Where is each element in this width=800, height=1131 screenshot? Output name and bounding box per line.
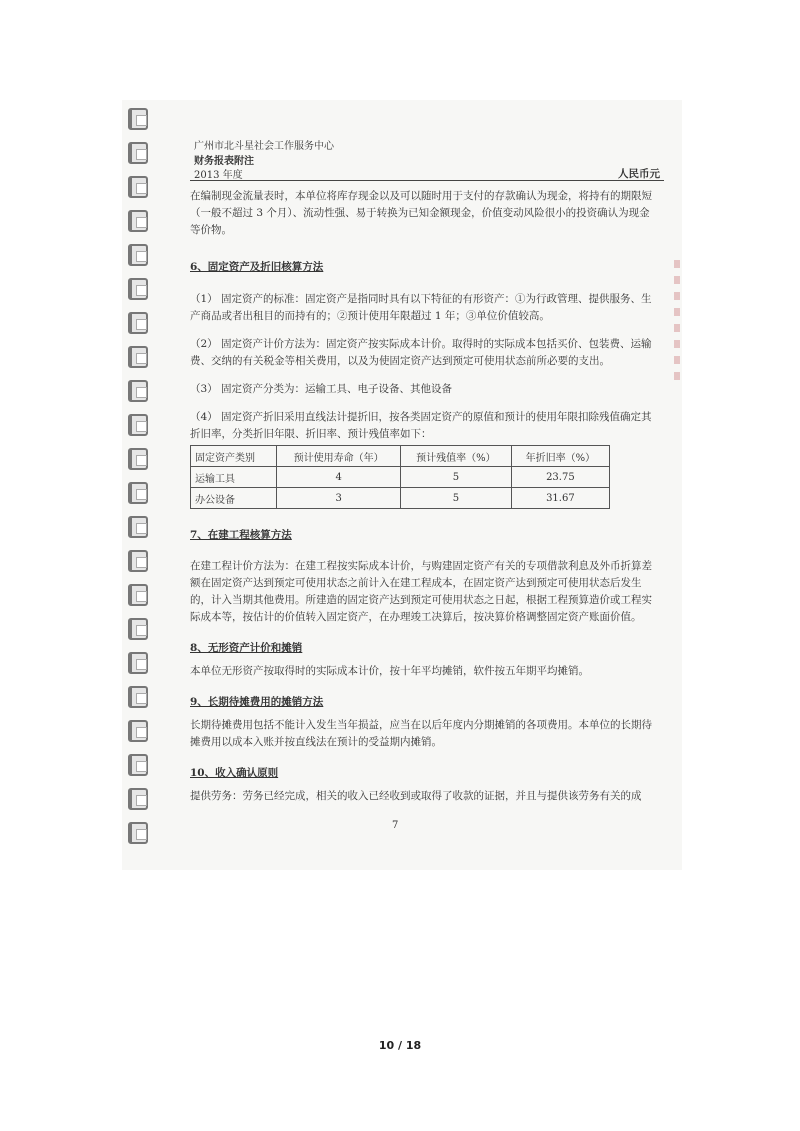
section-6-title: 6、固定资产及折旧核算方法 [190, 261, 324, 273]
currency-unit: 人民币元 [618, 168, 660, 180]
table-cell: 4 [277, 467, 401, 488]
table-cell: 3 [277, 488, 401, 509]
table-cell: 5 [401, 467, 512, 488]
section-8-title: 8、无形资产计价和摊销 [190, 642, 303, 654]
scanned-page [122, 100, 682, 870]
section-6-item-1: （1） 固定资产的标准：固定资产是指同时具有以下特征的有形资产：①为行政管理、提供服务、生产商品或者出租目的而持有的；②预计使用年限超过 1 年；③单位价值较高。 [190, 293, 652, 322]
table-row [191, 467, 610, 488]
table-cell: 运输工具 [191, 467, 277, 488]
table-cell: 5 [401, 488, 512, 509]
table-header: 固定资产类别 [191, 446, 277, 467]
section-6-item-4: （4） 固定资产折旧采用直线法计提折旧，按各类固定资产的原值和预计的使用年限扣除残值确定其折旧率，分类折旧年限、折旧率、预计残值率如下： [190, 411, 652, 440]
spiral-binding [122, 100, 156, 870]
table-header: 预计使用寿命（年） [277, 446, 401, 467]
page-indicator: 10 / 18 [378, 1039, 422, 1052]
table-header: 年折旧率（%） [511, 446, 609, 467]
stamp-edge [674, 260, 680, 380]
section-10-text: 提供劳务：劳务已经完成，相关的收入已经收到或取得了收款的证据，并且与提供该劳务有关的成 [190, 790, 642, 802]
table-cell: 31.67 [511, 488, 609, 509]
section-6-item-2: （2） 固定资产计价方法为：固定资产按实际成本计价。取得时的实际成本包括买价、包装费、运输费、交纳的有关税金等相关费用，以及为使固定资产达到预定可使用状态前所必要的支出。 [190, 338, 652, 367]
table-header: 预计残值率（%） [401, 446, 512, 467]
header-rule [190, 180, 664, 181]
table-header-row [191, 446, 610, 467]
report-year: 2013 年度 [194, 170, 243, 181]
table-cell: 23.75 [511, 467, 609, 488]
section-9-text: 长期待摊费用包括不能计入发生当年损益，应当在以后年度内分期摊销的各项费用。本单位的长期待摊费用以成本入账并按直线法在预计的受益期内摊销。 [190, 719, 652, 748]
section-6-item-3: （3） 固定资产分类为：运输工具、电子设备、其他设备 [190, 383, 453, 395]
table-cell: 办公设备 [191, 488, 277, 509]
doc-title: 财务报表附注 [194, 156, 254, 167]
section-9-title: 9、长期待摊费用的摊销方法 [190, 696, 324, 708]
page-number: 7 [392, 820, 399, 831]
section-10-title: 10、收入确认原则 [190, 767, 279, 779]
depreciation-table [190, 445, 610, 509]
section-7-text: 在建工程计价方法为：在建工程按实际成本计价，与购建固定资产有关的专项借款利息及外币折算差额在固定资产达到预定可使用状态之前计入在建工程成本，在固定资产达到预定可使用状态后发生的，计入当期其他费用。所建造的固定资产达到预定可使用状态之日起，根据工程预算造价或工程实际成本等，按估计的价值转入固定资产，在办理竣工决算后，按决算价格调整固定资产账面价值。 [190, 560, 652, 623]
cash-equivalents-text: 在编制现金流量表时，本单位将库存现金以及可以随时用于支付的存款确认为现金，将持有的期限短（一般不超过 3 个月）、流动性强、易于转换为已知金额现金，价值变动风险很小的投资确认为现金等价物。 [190, 190, 652, 236]
org-name: 广州市北斗星社会工作服务中心 [194, 141, 334, 152]
section-7-title: 7、在建工程核算方法 [190, 529, 292, 541]
section-8-text: 本单位无形资产按取得时的实际成本计价，按十年平均摊销，软件按五年期平均摊销。 [190, 665, 589, 677]
table-row [191, 488, 610, 509]
page-body [190, 188, 660, 805]
